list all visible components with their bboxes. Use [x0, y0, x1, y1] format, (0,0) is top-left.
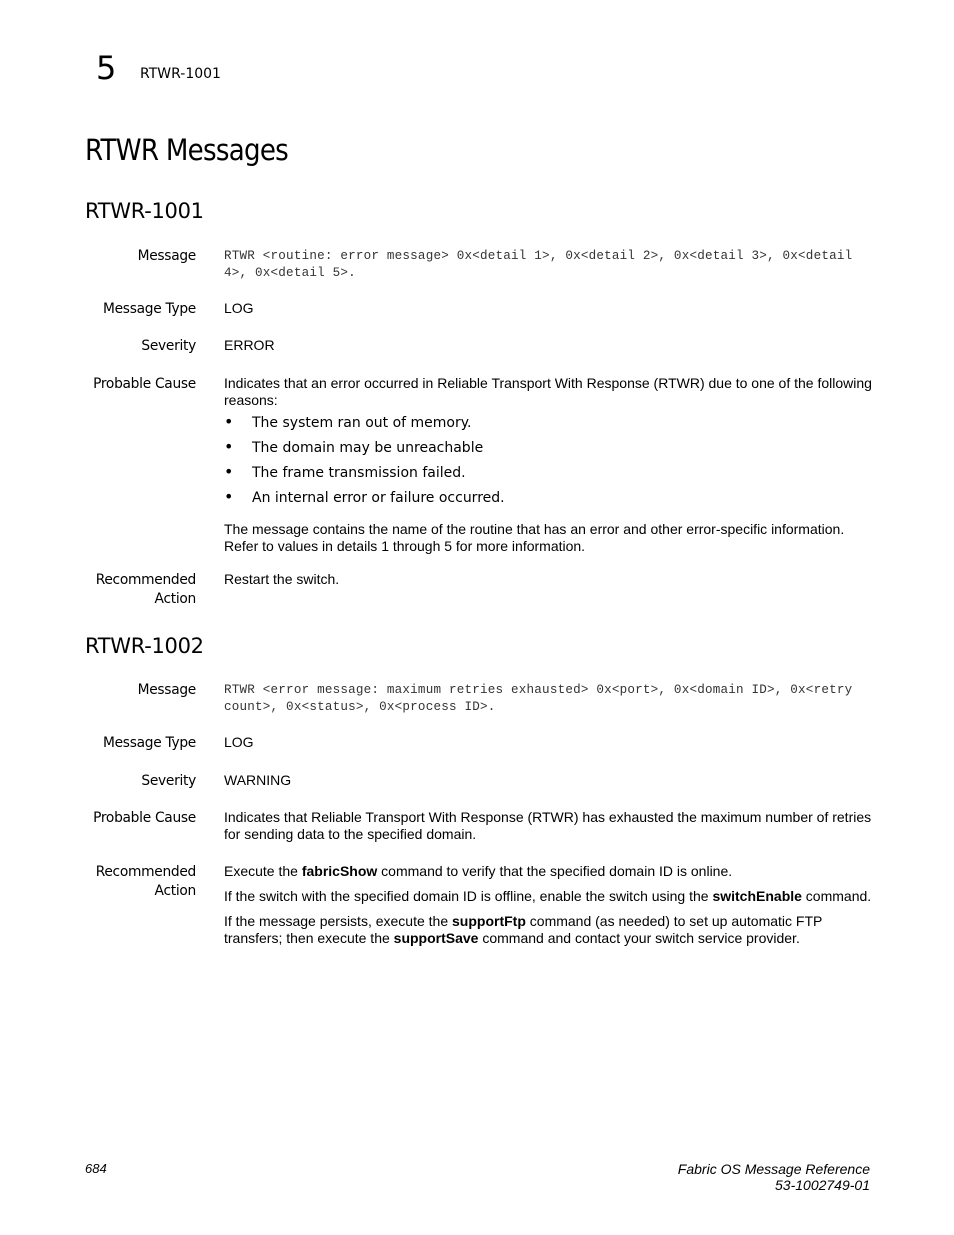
- severity-value: WARNING: [224, 772, 292, 788]
- command-name: fabricShow: [301, 863, 378, 879]
- section-title-rtwr-1001: RTWR-1001: [85, 199, 204, 223]
- recommended-action-label: Recommended Action: [95, 572, 196, 607]
- message-type-label: Message Type: [103, 735, 196, 751]
- chapter-number: 5: [96, 49, 117, 87]
- message-line-1: RTWR <routine: error message> 0x<detail 1>, 0x<detail 2>, 0x<detail 3>, 0x<detail: [224, 249, 853, 263]
- severity-value: ERROR: [224, 337, 275, 353]
- page-title: RTWR Messages: [85, 133, 289, 167]
- command-name: supportFtp: [452, 913, 526, 929]
- message-label: Message: [137, 682, 196, 698]
- action-paragraph: If the message persists, execute the supportFtp command (as needed) to set up automatic FTP transfers; then execute the supportSave command and contact your switch service provider.: [224, 913, 823, 946]
- list-item: • The frame transmission failed.: [224, 462, 466, 481]
- action-paragraph: If the switch with the specified domain ID is offline, enable the switch using the switchEnable command.: [224, 888, 872, 904]
- probable-cause-text: [224, 375, 874, 563]
- message-type-value: LOG: [224, 734, 254, 750]
- command-name: supportSave: [393, 930, 479, 946]
- severity-label: Severity: [141, 338, 196, 354]
- message-text: [224, 682, 874, 715]
- message-text: [224, 248, 874, 281]
- bullet-icon: •: [224, 487, 234, 506]
- message-label: Message: [137, 248, 196, 264]
- action-paragraph: Execute the fabricShow command to verify that the specified domain ID is online.: [224, 863, 733, 879]
- running-header: RTWR-1001: [140, 66, 221, 82]
- bullet-icon: •: [224, 437, 234, 456]
- page-number: 684: [85, 1161, 107, 1176]
- list-item: • An internal error or failure occurred.: [224, 487, 505, 506]
- severity-label: Severity: [141, 773, 196, 789]
- bullet-icon: •: [224, 462, 234, 481]
- cause-intro: Indicates that an error occurred in Reliable Transport With Response (RTWR) due to one of the following reasons:: [224, 375, 872, 408]
- book-title: Fabric OS Message Reference: [677, 1161, 870, 1177]
- message-type-label: Message Type: [103, 301, 196, 317]
- command-name: switchEnable: [712, 888, 802, 904]
- list-item: • The system ran out of memory.: [224, 412, 472, 431]
- doc-number: 53-1002749-01: [775, 1177, 870, 1193]
- recommended-action-label: Recommended Action: [95, 864, 196, 899]
- message-type-value: LOG: [224, 300, 254, 316]
- message-line-1: RTWR <error message: maximum retries exhausted> 0x<port>, 0x<domain ID>, 0x<retry: [224, 683, 853, 697]
- footer-doc-info: [678, 1161, 870, 1193]
- probable-cause-label: Probable Cause: [93, 810, 196, 826]
- list-item: • The domain may be unreachable: [224, 437, 484, 456]
- recommended-action-text: [224, 863, 874, 955]
- probable-cause-text: Indicates that Reliable Transport With Response (RTWR) has exhausted the maximum number of retries for sending data to the specified domain.: [224, 809, 872, 842]
- cause-bullet-list: [224, 412, 874, 515]
- section-title-rtwr-1002: RTWR-1002: [85, 634, 204, 658]
- message-line-2: count>, 0x<status>, 0x<process ID>.: [224, 699, 496, 714]
- probable-cause-label: Probable Cause: [93, 376, 196, 392]
- cause-outro: The message contains the name of the routine that has an error and other error-specific information. Refer to values in details 1 through 5 for more information.: [224, 521, 845, 554]
- message-line-2: 4>, 0x<detail 5>.: [224, 265, 356, 280]
- bullet-icon: •: [224, 412, 234, 431]
- recommended-action-text: Restart the switch.: [224, 571, 340, 587]
